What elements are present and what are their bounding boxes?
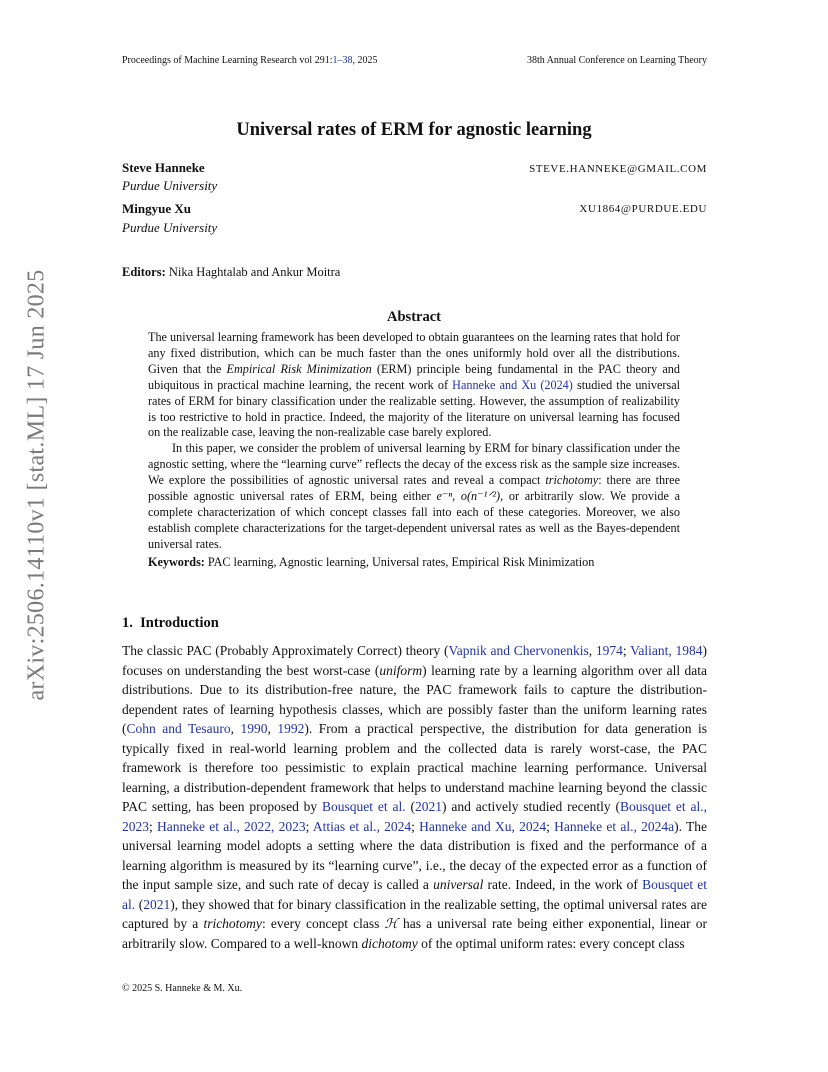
math-hypothesis-class: ℋ xyxy=(384,916,398,931)
citation-link[interactable]: 1992 xyxy=(277,721,305,736)
running-header xyxy=(122,55,707,66)
keywords-list: PAC learning, Agnostic learning, Universal rates, Empirical Risk Minimization xyxy=(207,554,595,569)
citation-link[interactable]: Hanneke et al., 2024a xyxy=(554,818,675,834)
keywords-line xyxy=(148,555,680,571)
math-exponential-rate: e⁻ⁿ xyxy=(436,489,453,504)
author-affiliation-2: Purdue University xyxy=(122,220,218,235)
section-number: 1. xyxy=(122,615,133,631)
section-title: Introduction xyxy=(140,615,219,631)
citation-link[interactable]: Hanneke et al., 2022, 2023 xyxy=(157,818,306,834)
editors-label: Editors: xyxy=(122,265,166,279)
section-heading xyxy=(122,615,219,632)
paper-title: Universal rates of ERM for agnostic learning xyxy=(236,120,592,140)
abstract-body xyxy=(148,330,680,571)
abstract-heading: Abstract xyxy=(387,309,441,325)
author-name-1: Steve Hanneke xyxy=(122,160,205,175)
citation-link[interactable]: Bousquet et al. xyxy=(322,799,406,814)
citation-link[interactable]: Cohn and Tesauro xyxy=(126,721,231,736)
venue-line: Proceedings of Machine Learning Research vol 291:1–38, 2025 xyxy=(122,55,378,66)
page-range-link[interactable]: 1–38 xyxy=(332,55,353,66)
citation-link[interactable]: 1990 xyxy=(240,721,268,736)
citation-link[interactable]: 2021 xyxy=(143,896,171,912)
arxiv-stamp-text: arXiv:2506.14110v1 [stat.ML] 17 Jun 2025 xyxy=(23,269,50,701)
author-name-2: Mingyue Xu xyxy=(122,201,191,216)
author-email-1[interactable]: STEVE.HANNEKE@GMAIL.COM xyxy=(529,163,707,175)
citation-link[interactable]: Hanneke and Xu, 2024 xyxy=(419,818,547,834)
citation-link[interactable]: Bousquet et al., 2023 xyxy=(122,799,707,834)
citation-link[interactable]: Attias et al., 2024 xyxy=(312,818,412,834)
keywords-label: Keywords: xyxy=(148,554,205,569)
author-affiliation-1: Purdue University xyxy=(122,178,218,193)
editors-names: Nika Haghtalab and Ankur Moitra xyxy=(168,265,341,279)
citation-link[interactable]: 2021 xyxy=(415,799,442,814)
author-email-2[interactable]: XU1864@PURDUE.EDU xyxy=(579,203,707,215)
editors-line xyxy=(122,265,340,280)
conference-name: 38th Annual Conference on Learning Theory xyxy=(526,55,707,66)
abstract-paragraph-1: The universal learning framework has been developed to obtain guarantees on the learning rates that hold for any fixed distribution, which can be much faster than the ones uniformly hold over all the distributions. Given that the Empirical Risk Minimization (ERM) principle being fundamental in the PAC theory and ubiquitous in practical machine learning, the recent work of Hanneke and Xu (2024) studied the universal rates of ERM for binary classification under the realizable setting. However, the assumption of realizability is too restrictive to hold in practice. Indeed, the majority of the literature on universal learning has focused on the realizable case, leaving the non-realizable case barely explored. xyxy=(148,330,680,440)
citation-link[interactable]: Bousquet et al. xyxy=(122,877,707,912)
introduction-body xyxy=(122,641,707,953)
math-root-rate: o(n⁻¹ᐟ²) xyxy=(460,489,501,504)
citation-link[interactable]: Vapnik and Chervonenkis xyxy=(448,643,589,658)
citation-link[interactable]: Valiant, 1984 xyxy=(630,643,703,658)
copyright-notice: © 2025 S. Hanneke & M. Xu. xyxy=(122,983,243,994)
abstract-paragraph-2: In this paper, we consider the problem of universal learning by ERM for binary classification under the agnostic setting, where the “learning curve” reflects the decay of the excess risk as the sample size increases. We explore the possibilities of agnostic universal rates and reveal a compact trichotomy: there are three possible agnostic universal rates of ERM, being either e⁻ⁿ, o(n⁻¹ᐟ²), or arbitrarily slow. We provide a complete characterization of which concept classes fall into each of these categories. Moreover, we also establish complete characterizations for the target-dependent universal rates as well as the Bayes-dependent universal rates. xyxy=(148,441,681,551)
intro-paragraph: The classic PAC (Probably Approximately Correct) theory (Vapnik and Chervonenkis, 1974; Valiant, 1984) focuses on understanding the best worst-case (uniform) learning rate by a learning algorithm over all data distributions. Due to its distribution-free nature, the PAC framework fails to capture the distribution-dependent rates of learning hypothesis classes, which are possibly faster than the uniform learning rates (Cohn and Tesauro, 1990, 1992). From a practical perspective, the distribution for data generation is typically fixed in real-world learning problem and the collected data is rarely worst-case, the PAC framework is therefore too pessimistic to explain practical machine learning performance. Universal learning, a distribution-dependent framework that helps to understand machine learning beyond the classic PAC setting, has been proposed by Bousquet et al. (2021) and actively studied recently (Bousquet et al., 2023; Hanneke et al., 2022, 2023; Attias et al., 2024; Hanneke and Xu, 2024; Hanneke et al., 2024a). The universal learning model adopts a setting where the data distribution is fixed and the performance of a learning algorithm is measured by its “learning curve”, i.e., the decay of the expected error as a function of the input sample size, and such rate of decay is called a universal rate. Indeed, in the work of Bousquet et al. (2021), they showed that for binary classification in the realizable setting, the optimal universal rates are captured by a trichotomy: every concept class ℋ has a universal rate being either exponential, linear or arbitrarily slow. Compared to a well-known dichotomy of the optimal uniform rates: every concept class xyxy=(122,643,708,951)
arxiv-identifier-stamp xyxy=(2,269,72,701)
citation-link[interactable]: Hanneke and Xu (2024) xyxy=(452,377,573,392)
citation-link[interactable]: 1974 xyxy=(595,643,623,658)
